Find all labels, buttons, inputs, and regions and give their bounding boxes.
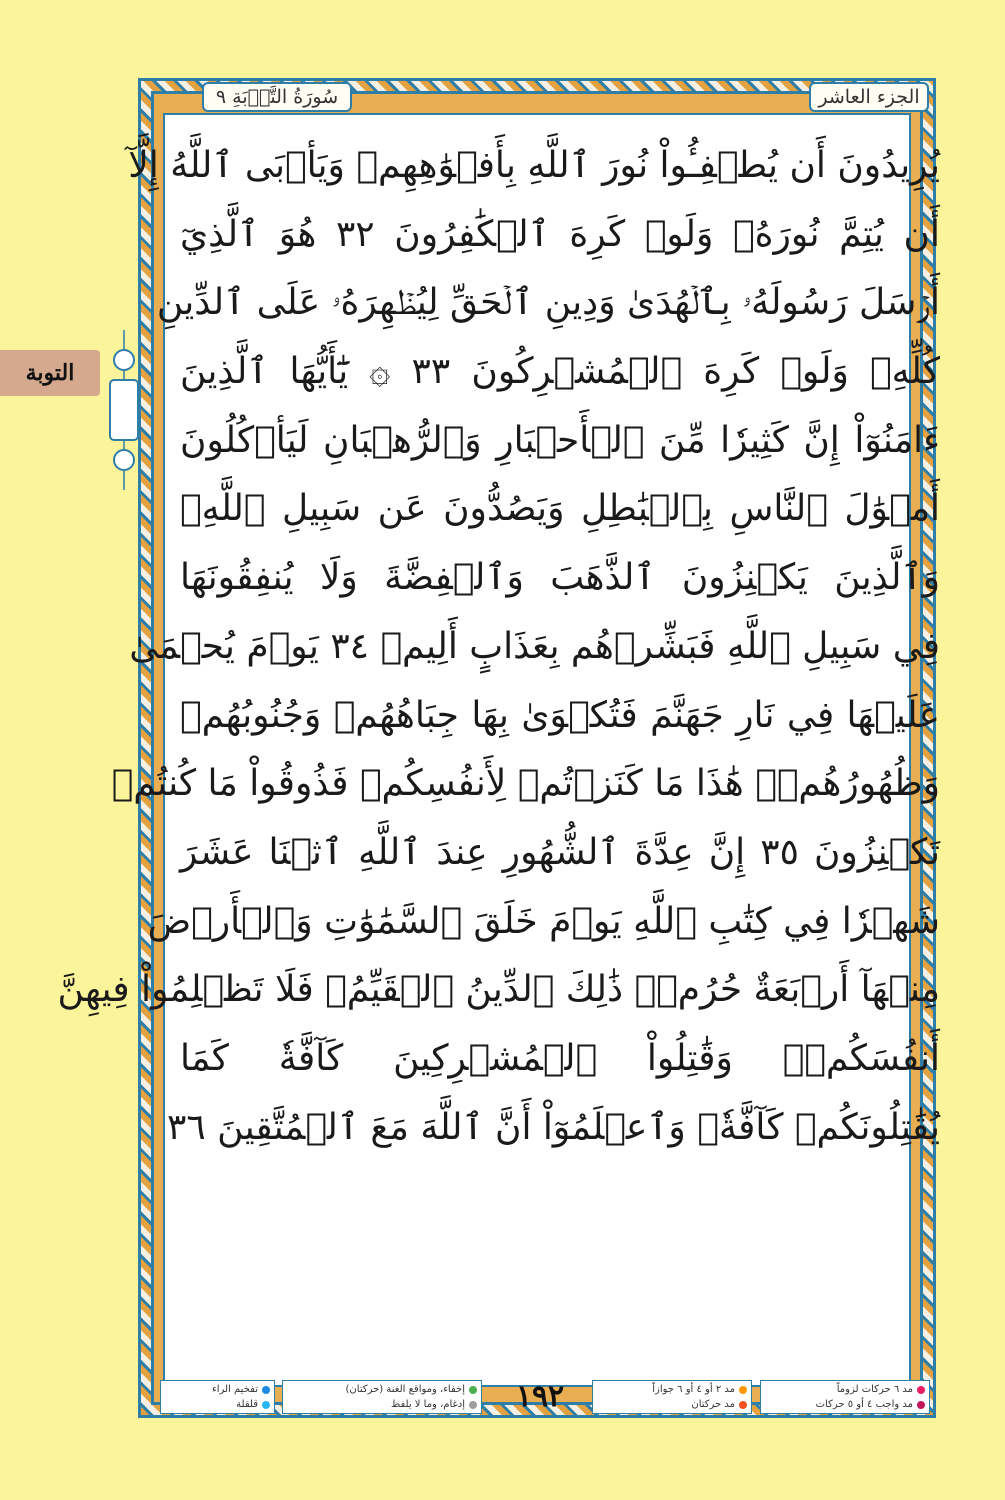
verse-line: فِي سَبِيلِ ٱللَّهِ فَبَشِّرۡهُم بِعَذَابٍ أَلِيمٖ ٣٤ يَوۡمَ يُحۡمَىٰ	[129, 625, 940, 667]
legend-color-dot-icon	[917, 1401, 925, 1409]
legend-item	[765, 1399, 925, 1410]
legend-item	[287, 1399, 477, 1410]
legend-label: تفخيم الراء	[212, 1384, 258, 1395]
verse-line: كُلِّهِۦ وَلَوۡ كَرِهَ ٱلۡمُشۡرِكُونَ ٣٣ ۞ يَٰٓأَيُّهَا ٱلَّذِينَ	[180, 351, 940, 393]
page-number: ١٩٢	[515, 1378, 565, 1414]
verse-line: أَنفُسَكُمۡۚ وَقَٰتِلُواْ ٱلۡمُشۡرِكِينَ كَآفَّةٗ كَمَا	[180, 1037, 940, 1079]
verse-line: أَمۡوَٰلَ ٱلنَّاسِ بِٱلۡبَٰطِلِ وَيَصُدُّونَ عَن سَبِيلِ ٱللَّهِۗ	[180, 488, 940, 530]
legend-label: قلقلة	[236, 1399, 258, 1410]
verse-line: عَلَيۡهَا فِي نَارِ جَهَنَّمَ فَتُكۡوَىٰ بِهَا جِبَاهُهُمۡ وَجُنُوبُهُمۡ	[180, 694, 940, 736]
verse-line: تَكۡنِزُونَ ٣٥ إِنَّ عِدَّةَ ٱلشُّهُورِ عِندَ ٱللَّهِ ٱثۡنَا عَشَرَ	[180, 831, 940, 873]
legend-label: مد ٦ حركات لزوماً	[836, 1384, 913, 1395]
verse-line: يُرِيدُونَ أَن يُطۡفِـُٔواْ نُورَ ٱللَّهِ بِأَفۡوَٰهِهِمۡ وَيَأۡبَى ٱللَّهُ إِلَّآ	[128, 145, 940, 186]
surah-title: سُورَةُ التَّوۡبَةِ ٩	[215, 86, 339, 108]
legend-right	[760, 1380, 930, 1414]
legend-color-dot-icon	[739, 1386, 747, 1394]
legend-color-dot-icon	[917, 1386, 925, 1394]
verse-line: أَرۡسَلَ رَسُولَهُۥ بِٱلۡهُدَىٰ وَدِينِ ٱلۡحَقِّ لِيُظۡهِرَهُۥ عَلَى ٱلدِّينِ	[156, 282, 940, 324]
legend-item	[165, 1399, 270, 1410]
page-header	[190, 80, 935, 116]
verse-line: وَٱلَّذِينَ يَكۡنِزُونَ ٱلذَّهَبَ وَٱلۡفِضَّةَ وَلَا يُنفِقُونَهَا	[180, 557, 940, 599]
legend-label: مد واجب ٤ أو ٥ حركات	[815, 1399, 913, 1410]
legend-label: مد ٢ أو ٤ أو ٦ جوازاً	[652, 1384, 735, 1395]
verse-line: شَهۡرٗا فِي كِتَٰبِ ٱللَّهِ يَوۡمَ خَلَقَ ٱلسَّمَٰوَٰتِ وَٱلۡأَرۡضَ	[147, 900, 940, 942]
legend-color-dot-icon	[469, 1386, 477, 1394]
legend-color-dot-icon	[262, 1386, 270, 1394]
surah-title-box	[202, 82, 352, 112]
page-footer	[160, 1380, 930, 1414]
side-tab-label: التوبة	[25, 360, 75, 386]
verse-lines	[57, 132, 940, 1162]
verse-line: أَن يُتِمَّ نُورَهُۥ وَلَوۡ كَرِهَ ٱلۡكَٰفِرُونَ ٣٢ هُوَ ٱلَّذِيٓ	[180, 213, 940, 255]
legend-left	[160, 1380, 275, 1414]
legend-label: مد حركتان	[691, 1399, 735, 1410]
legend-label: إدغام، وما لا يلفظ	[390, 1399, 465, 1410]
legend-left-mid	[282, 1380, 482, 1414]
legend-color-dot-icon	[739, 1401, 747, 1409]
legend-color-dot-icon	[262, 1401, 270, 1409]
juz-title: الجزء العاشر	[818, 86, 920, 108]
juz-title-box	[809, 82, 929, 112]
verse-line: مِنۡهَآ أَرۡبَعَةٌ حُرُمٞۚ ذَٰلِكَ ٱلدِّينُ ٱلۡقَيِّمُۚ فَلَا تَظۡلِمُواْ فِيهِنَّ	[57, 969, 940, 1011]
verse-line: يُقَٰتِلُونَكُمۡ كَآفَّةٗۚ وَٱعۡلَمُوٓاْ أَنَّ ٱللَّهَ مَعَ ٱلۡمُتَّقِينَ ٣٦	[167, 1106, 940, 1148]
legend-label: إخفاء، ومواقع الغنة (حركتان)	[345, 1384, 465, 1395]
legend-item	[165, 1384, 270, 1395]
legend-item	[597, 1399, 747, 1410]
legend-item	[765, 1384, 925, 1395]
hizb-marker-icon	[104, 330, 144, 490]
verse-line: ءَامَنُوٓاْ إِنَّ كَثِيرٗا مِّنَ ٱلۡأَحۡبَارِ وَٱلرُّهۡبَانِ لَيَأۡكُلُونَ	[180, 419, 940, 461]
legend-right-mid	[592, 1380, 752, 1414]
legend-item	[287, 1384, 477, 1395]
verse-line: وَظُهُورُهُمۡۖ هَٰذَا مَا كَنَزۡتُمۡ لِأَنفُسِكُمۡ فَذُوقُواْ مَا كُنتُمۡ	[111, 763, 940, 805]
legend-color-dot-icon	[469, 1401, 477, 1409]
legend-item	[597, 1384, 747, 1395]
surah-side-tab[interactable]	[0, 350, 100, 396]
